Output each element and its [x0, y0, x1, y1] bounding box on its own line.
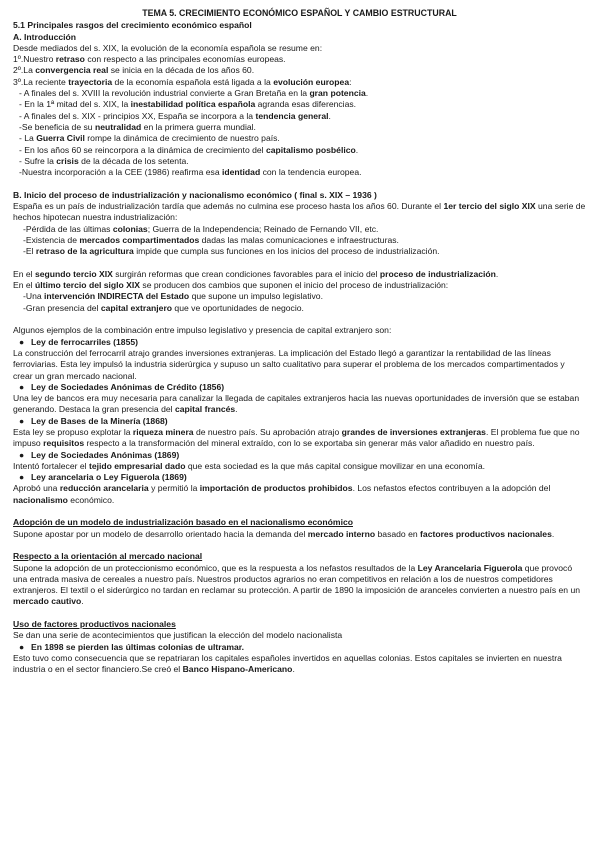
paragraph: En el último tercio del siglo XIX se producen dos cambios que suponen el inicio del proceso de industrialización:: [13, 280, 449, 291]
point-convergencia: 2º.La convergencia real se inicia en la década de los años 60.: [13, 65, 255, 76]
bullet-icon: ●: [19, 641, 25, 652]
law-bullet: ● Ley de ferrocarriles (1855): [19, 336, 139, 347]
sub-point: - A finales del s. XVIII la revolución industrial convierte a Gran Bretaña en la gran potencia.: [19, 88, 369, 99]
point-trayectoria: 3º.La reciente trayectoria de la economía española está ligada a la evolución europea:: [13, 76, 352, 87]
bullet-icon: ●: [19, 449, 25, 460]
law-bullet: ● Ley de Sociedades Anónimas de Crédito (1856): [19, 381, 225, 392]
law-bullet: ● Ley de Bases de la Minería (1868): [19, 415, 168, 426]
law-text: Una ley de bancos era muy necesaria para canalizar la llegada de capitales extranjeros hacia las nuevas oportunidades de inversión que se estaban generando. Destaca la gran presencia del capital francés.: [13, 393, 580, 415]
sub-point: - A finales del s. XIX - principios XX, España se incorpora a la tendencia general.: [19, 110, 331, 121]
bullet-icon: ●: [19, 415, 25, 426]
bullet-icon: ●: [19, 336, 25, 347]
sub-point: - Sufre la crisis de la década de los setenta.: [19, 155, 189, 166]
section-a-heading: A. Introducción: [13, 31, 77, 42]
subsection-heading: Adopción de un modelo de industrialización basado en el nacionalismo económico: [13, 517, 353, 528]
law-text: Aprobó una reducción arancelaria y permitió la importación de productos prohibidos. Los nefastos efectos contribuyen a la adopción del nacionalismo económico.: [13, 483, 551, 505]
point-retraso: 1º.Nuestro retraso con respecto a las principales economías europeas.: [13, 54, 286, 65]
intro-text: Desde mediados del s. XIX, la evolución de la economía española se resume en:: [13, 42, 323, 53]
paragraph: Algunos ejemplos de la combinación entre impulso legislativo y presencia de capital extranjero son:: [13, 325, 392, 336]
section-b-heading: B. Inicio del proceso de industrialización y nacionalismo económico ( final s. XIX – 1936 ): [13, 189, 377, 200]
section-5-1-heading: 5.1 Principales rasgos del crecimiento económico español: [13, 20, 252, 31]
subsection-heading: Uso de factores productivos nacionales: [13, 619, 176, 630]
bullet-icon: ●: [19, 472, 25, 483]
paragraph: Supone la adopción de un proteccionismo económico, que es la respuesta a los nefastos resultados de la Ley Arancelaria Figuerola que provocó una entrada masiva de cereales a nuestro país. Nuestros productos agrarios no eran competitivos en relación a los de nuestros competidores extranjeros. El textil o el siderúrgico no tardan en reclamar su protección. A partir de 1890 la imposición de aranceles convierten a nuestro país en un mercado cautivo.: [13, 562, 581, 607]
law-text: La construcción del ferrocarril atrajo grandes inversiones extranjeras. La implicación del Estado llegó a garantizar la rentabilidad de las líneas ferroviarias. Esta ley impulsó la industria siderúrgica y supuso un salto cualitativo para superar el problema de los mercados compartimentados y crear un gran mercado nacional.: [13, 347, 565, 381]
sub-point: -Gran presencia del capital extranjero que ve oportunidades de negocio.: [23, 302, 304, 313]
sub-point: -Existencia de mercados compartimentados dadas las malas comunicaciones e infraestructuras.: [23, 234, 399, 245]
paragraph: Se dan una serie de acontecimientos que justifican la elección del modelo nacionalista: [13, 630, 343, 641]
sub-point: -Pérdida de las últimas colonias; Guerra de la Independencia; Reinado de Fernando VII, etc.: [23, 223, 379, 234]
law-text: Esta ley se propuso explotar la riqueza minera de nuestro país. Su aprobación atrajo grandes de inversiones extranjeras. El problema fue que no impuso requisitos respecto a la transformación del mineral extraído, con lo se exportaba sin generar más valor añadido en nuestro país.: [13, 426, 580, 449]
law-bullet: ● Ley de Sociedades Anónimas (1869): [19, 449, 180, 460]
document-title: TEMA 5. CRECIMIENTO ECONÓMICO ESPAÑOL Y CAMBIO ESTRUCTURAL: [142, 8, 457, 18]
law-bullet: ● Ley arancelaria o Ley Figuerola (1869): [19, 472, 187, 483]
sub-point: -Una intervención INDIRECTA del Estado que supone un impulso legislativo.: [23, 291, 323, 302]
bullet-item: ● En 1898 se pierden las últimas colonias de ultramar.: [19, 641, 245, 652]
sub-point: -Se beneficia de su neutralidad en la primera guerra mundial.: [19, 121, 256, 132]
sub-point: - La Guerra Civil rompe la dinámica de crecimiento de nuestro país.: [19, 133, 280, 144]
paragraph: Esto tuvo como consecuencia que se repatriaran los capitales españoles invertidos en aquellas colonias. Estos capitales se invierten en nuestra industria o en el sector financiero.Se creó el Banco Hispano-Americano.: [13, 652, 562, 675]
paragraph: En el segundo tercio XIX surgirán reformas que crean condiciones favorables para el inicio del proceso de industrialización.: [13, 268, 499, 279]
paragraph: España es un país de industrialización tardía que además no culmina ese proceso hasta los años 60. Durante el 1er tercio del siglo XIX una serie de hechos hipotecan nuestra industrialización:: [13, 201, 586, 223]
sub-point: - En los años 60 se reincorpora a la dinámica de crecimiento del capitalismo posbélico.: [19, 144, 359, 155]
sub-point: -El retraso de la agricultura impide que cumpla sus funciones en los inicios del proceso de industrialización.: [23, 246, 440, 257]
sub-point: - En la 1ª mitad del s. XIX, la inestabilidad política española agranda esas diferencias.: [19, 99, 357, 110]
subsection-heading: Respecto a la orientación al mercado nacional: [13, 551, 203, 562]
sub-point: -Nuestra incorporación a la CEE (1986) reafirma esa identidad con la tendencia europea.: [19, 167, 362, 178]
law-text: Intentó fortalecer el tejido empresarial dado que esta sociedad es la que más capital consigue movilizar en una economía.: [13, 460, 485, 471]
bullet-icon: ●: [19, 381, 25, 392]
paragraph: Supone apostar por un modelo de desarrollo orientado hacia la demanda del mercado interno basado en factores productivos nacionales.: [13, 528, 555, 539]
